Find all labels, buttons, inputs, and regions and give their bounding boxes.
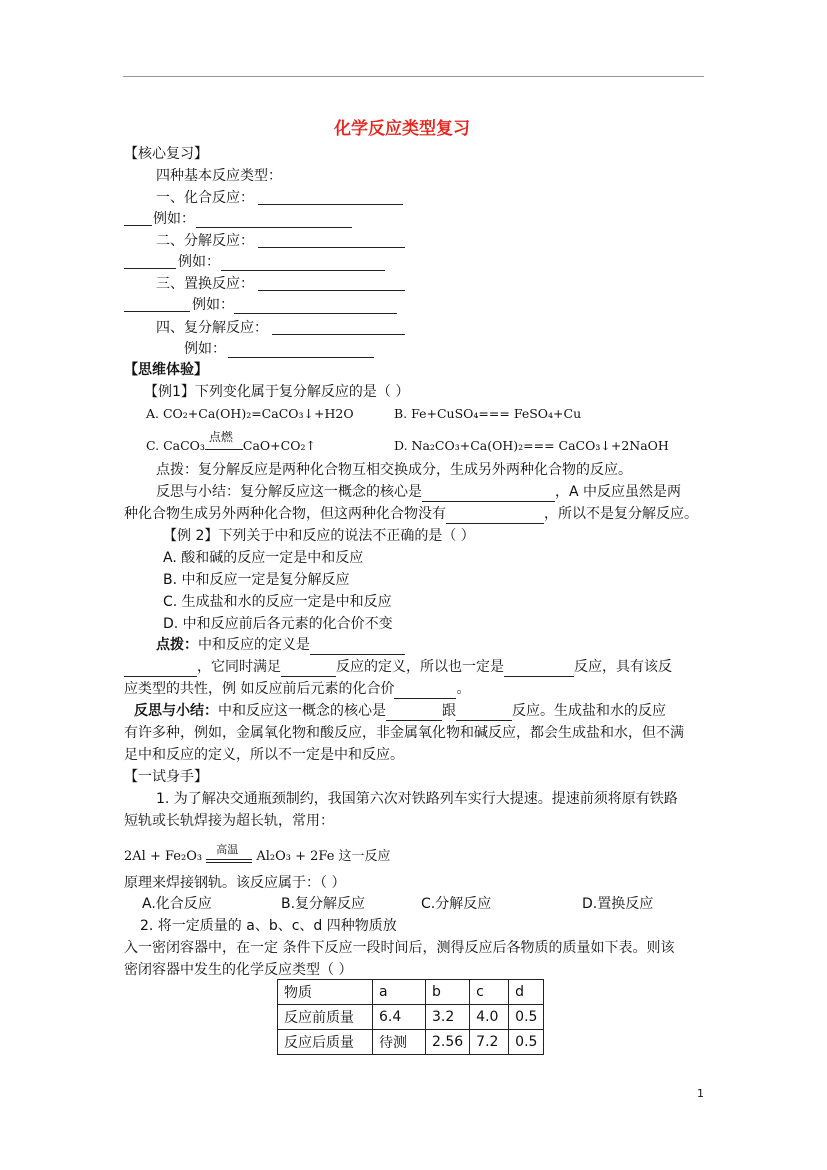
table-cell: 0.5 xyxy=(509,1005,544,1030)
type-1-blank xyxy=(258,190,403,205)
condition-label: 高温 xyxy=(216,842,239,856)
question-1-line3: 原理来焊接钢轨。该反应属于：（ ） xyxy=(124,875,346,891)
type-3-blank xyxy=(258,276,405,291)
types-intro: 四种基本反应类型： xyxy=(156,168,282,184)
example-2-title: 【例 2】下列关于中和反应的说法不正确的是（ ） xyxy=(163,528,475,544)
type-4-label: 四、复分解反应： xyxy=(156,320,268,336)
example-1-reflect-line1: 反思与小结：复分解反应这一概念的核心是 ，A 中反应虽然是两 xyxy=(156,484,682,500)
type-3-example-prefix-blank xyxy=(124,297,190,312)
question-2-line3: 密闭容器中发生的化学反应类型（ ） xyxy=(124,962,353,978)
type-1-label: 一、化合反应： xyxy=(156,190,254,206)
question-1-option-d: D.置换反应 xyxy=(582,896,654,912)
type-1-example-prefix-blank xyxy=(124,211,152,226)
example-1-title: 【例1】下列变化属于复分解反应的是（ ） xyxy=(144,384,410,400)
tip-blank-1 xyxy=(310,640,405,655)
question-2-line2: 入一密闭容器中，在一定 条件下反应一段时间后，测得反应后各物质的质量如下表。则该 xyxy=(124,940,675,956)
example-2-option-d: D. 中和反应前后各元素的化合价不变 xyxy=(163,616,393,632)
mass-table xyxy=(277,979,544,1055)
type-3-example-label: 例如： xyxy=(192,297,234,313)
example-2-option-c: C. 生成盐和水的反应一定是中和反应 xyxy=(163,594,392,610)
question-1-equation: 2Al + Fe₂O₃ 高温 Al₂O₃ + 2Fe 这一反应 xyxy=(124,842,391,864)
type-2-example-blank xyxy=(221,256,385,271)
example-2-option-b: B. 中和反应一定是复分解反应 xyxy=(163,572,350,588)
tip-blank-4 xyxy=(504,662,574,677)
condition-label: 点燃 xyxy=(208,429,233,444)
example-1-option-a: A. CO₂+Ca(OH)₂=CaCO₃↓+H2O xyxy=(146,406,354,421)
tip-blank-3 xyxy=(281,662,336,677)
table-cell: 7.2 xyxy=(470,1030,509,1055)
example-1-option-c xyxy=(146,429,316,454)
example-2-option-a: A. 酸和碱的反应一定是中和反应 xyxy=(163,550,364,566)
type-2-example-label: 例如： xyxy=(178,254,220,270)
table-header-row xyxy=(278,980,544,1005)
table-cell: 4.0 xyxy=(470,1005,509,1030)
type-2-blank xyxy=(258,233,405,248)
example-1-option-b: B. Fe+CuSO₄=== FeSO₄+Cu xyxy=(394,406,582,421)
table-header-cell: 物质 xyxy=(278,980,373,1005)
example-1-option-d: D. Na₂CO₃+Ca(OH)₂=== CaCO₃↓+2NaOH xyxy=(394,438,669,453)
table-cell: 2.56 xyxy=(426,1030,470,1055)
reflect-blank-1 xyxy=(422,487,555,502)
reflect2-blank-2 xyxy=(456,706,512,721)
core-review-heading: 【核心复习】 xyxy=(124,146,208,162)
tip-blank-5 xyxy=(394,684,456,699)
question-2-line1: 2. 将一定质量的 a、b、c、d 四种物质放 xyxy=(140,918,397,934)
option-c-reactant: C. CaCO₃ xyxy=(146,438,205,453)
reflect-blank-2 xyxy=(446,509,544,524)
option-c-product: CaO+CO₂↑ xyxy=(242,438,316,453)
example-2-tip-line2: ，它同时满足 反应的定义，所以也一定是 反应，具有该反 xyxy=(124,657,672,677)
example-2-reflect-line2: 有许多种，例如，金属氧化物和酸反应，非金属氧化物和碱反应，都会生成盐和水，但不满 xyxy=(124,725,684,741)
type-1-example-blank xyxy=(196,213,352,228)
table-row xyxy=(278,1005,544,1030)
example-1-tip: 点拨：复分解反应是两种化合物互相交换成分，生成另外两种化合物的反应。 xyxy=(156,462,632,478)
question-1-option-b: B.复分解反应 xyxy=(281,896,366,912)
table-header-cell: a xyxy=(373,980,426,1005)
table-cell: 待测 xyxy=(373,1030,426,1055)
question-1-option-a: A.化合反应 xyxy=(142,896,212,912)
table-cell: 3.2 xyxy=(426,1005,470,1030)
question-1-line2: 短轨或长轨焊接为超长轨，常用： xyxy=(124,813,334,829)
example-2-tip-line3: 应类型的共性，例 如反应前后元素的化合价 。 xyxy=(124,681,471,697)
table-row xyxy=(278,1030,544,1055)
table-header-cell: d xyxy=(509,980,544,1005)
tip-blank-2 xyxy=(124,662,197,677)
example-2-reflect-line3: 足中和反应的定义，所以不一定是中和反应。 xyxy=(124,747,404,763)
page-number: 1 xyxy=(697,1087,704,1100)
example-2-reflect-line1: 反思与小结：中和反应这一概念的核心是 跟 反应。生成盐和水的反应 xyxy=(134,703,666,719)
type-3-label: 三、置换反应： xyxy=(156,276,254,292)
example-2-tip-line1: 点拨：中和反应的定义是 xyxy=(156,635,405,655)
table-header-cell: c xyxy=(470,980,509,1005)
header-rule xyxy=(123,76,704,77)
reaction-arrow-ignite xyxy=(205,429,243,454)
type-4-blank xyxy=(272,320,405,335)
table-cell: 反应后质量 xyxy=(278,1030,373,1055)
reaction-arrow-high-temp xyxy=(206,842,252,864)
table-cell: 反应前质量 xyxy=(278,1005,373,1030)
question-1-option-c: C.分解反应 xyxy=(421,896,492,912)
type-2-label: 二、分解反应： xyxy=(156,233,254,249)
type-4-example-blank xyxy=(228,343,374,358)
table-cell: 6.4 xyxy=(373,1005,426,1030)
thinking-heading: 【思维体验】 xyxy=(124,362,208,378)
table-cell: 0.5 xyxy=(509,1030,544,1055)
reflect2-blank-1 xyxy=(386,706,442,721)
type-1-example-label: 例如： xyxy=(153,211,195,227)
try-heading: 【一试身手】 xyxy=(124,769,208,785)
type-3-example-blank xyxy=(234,299,397,314)
page-title: 化学反应类型复习 xyxy=(334,119,470,139)
table-header-cell: b xyxy=(426,980,470,1005)
question-1-line1: 1. 为了解决交通瓶颈制约，我国第六次对铁路列车实行大提速。提速前须将原有铁路 xyxy=(156,791,678,807)
type-2-example-prefix-blank xyxy=(124,254,176,269)
example-1-reflect-line2: 种化合物生成另外两种化合物，但这两种化合物没有 ，所以不是复分解反应。 xyxy=(124,506,698,522)
type-4-example-label: 例如： xyxy=(184,341,226,357)
